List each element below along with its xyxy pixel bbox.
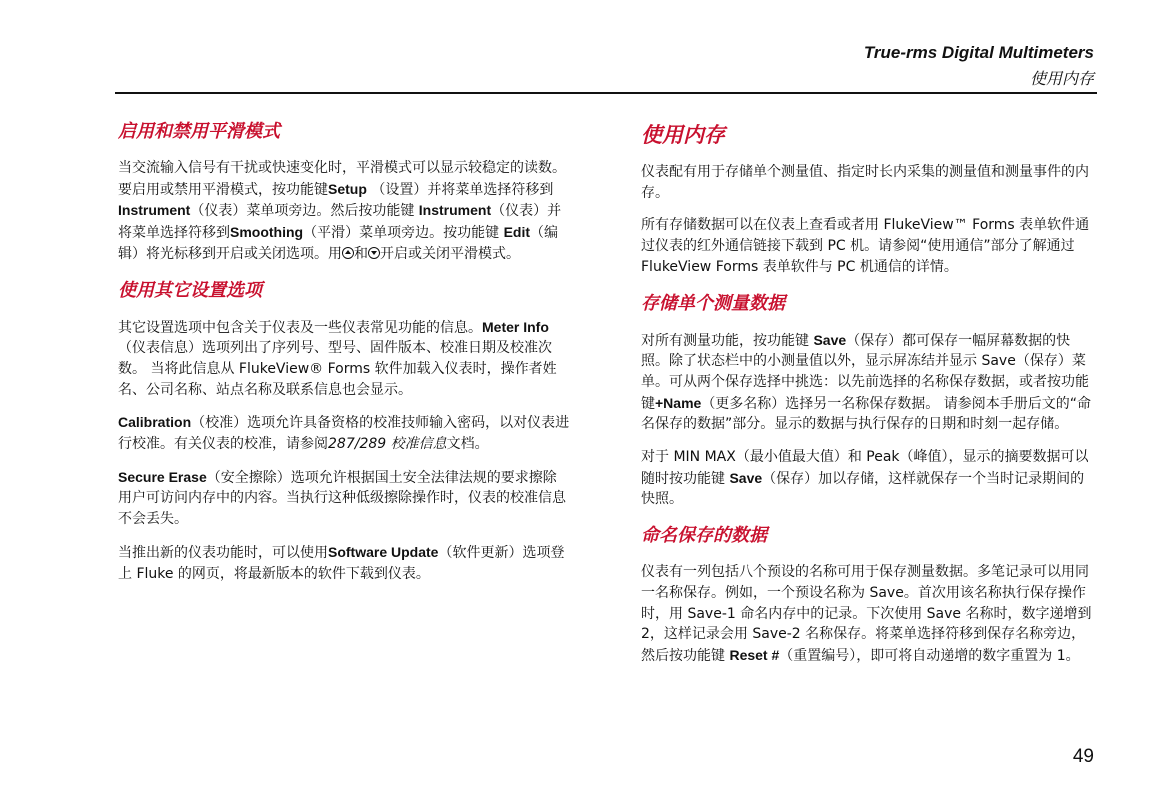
- paragraph-save-snapshot: 对所有测量功能，按功能键 Save（保存）都可保存一幅屏幕数据的快照。除了状态栏中的小测量值以外，显示屏冻结并显示 Save（保存）菜单。可从两个保存选择中挑选：以先前选择的名称保存数据，或者按功能键+Name（更多名称）选择另一名称保存数据。 请参阅本手册后文的“命名保存的数据”部分。显示的数据与执行保存的日期和时刻一起存储。: [641, 331, 1092, 433]
- left-column: [118, 118, 570, 596]
- header-subtitle: 使用内存: [1029, 69, 1094, 88]
- page-number: 49: [1072, 746, 1094, 767]
- paragraph-minmax-save: 对于 MIN MAX（最小值最大值）和 Peak（峰值），显示的摘要数据可以随时按功能键 Save（保存）加以存储，这样就保存一个当时记录期间的快照。: [641, 449, 1089, 508]
- key-smoothing: Smoothing: [230, 224, 304, 241]
- paragraph-secure-erase: Secure Erase（安全擦除）选项允许根据国土安全法律法规的要求擦除用户可访问内存中的内容。当执行这种低级擦除操作时，仪表的校准信息不会丢失。: [118, 468, 566, 528]
- key-reset: Reset #: [729, 646, 780, 663]
- section-single-measurement: [641, 290, 1093, 511]
- up-arrow-icon: [342, 247, 354, 259]
- key-setup: Setup: [328, 180, 367, 197]
- paragraph-calibration: Calibration（校准）选项允许具备资格的校准技师输入密码，以对仪表进行校准。有关仪表的校准，请参阅287/289 校准信息文档。: [118, 414, 570, 453]
- heading-other-settings: 使用其它设置选项: [118, 279, 262, 301]
- key-save-minmax: Save: [729, 469, 763, 486]
- down-arrow-icon: [368, 247, 380, 259]
- key-instrument: Instrument: [418, 202, 492, 219]
- key-more-name: +Name: [655, 394, 702, 411]
- section-other-settings: [118, 277, 570, 585]
- key-edit: Edit: [503, 224, 531, 241]
- heading-single-measurement: 存储单个测量数据: [641, 292, 785, 314]
- section-memory: [641, 118, 1093, 278]
- heading-memory: 使用内存: [641, 123, 725, 147]
- calibration-doc-reference: 287/289 校准信息: [328, 436, 447, 453]
- key-meter-info: Meter Info: [482, 318, 549, 335]
- key-calibration: Calibration: [118, 414, 192, 431]
- key-save: Save: [813, 331, 847, 348]
- paragraph-smoothing: 当交流输入信号有干扰或快速变化时，平滑模式可以显示较稳定的读数。要启用或禁用平滑模式，按功能键Setup （设置）并将菜单选择符移到Instrument（仪表）菜单项旁边。然后按功能键 Instrument（仪表）并将菜单选择符移到Smoothing（平滑）菜单项旁边。按功能键 Edit（编辑）将光标移到开启或关闭选项。用 和 开启或关闭平滑模式。: [118, 160, 566, 262]
- heading-smoothing: 启用和禁用平滑模式: [118, 121, 280, 142]
- header-title: True-rms Digital Multimeters: [863, 43, 1094, 62]
- paragraph-naming: 仪表有一列包括八个预设的名称可用于保存测量数据。多笔记录可以用同一名称保存。例如，一个预设名称为 Save。首次用该名称执行保存操作时，用 Save-1 命名内存中的记录。下次使用 Save 名称时，数字递增到 2，这样记录会用 Save-2 名称保存。将菜单选择符移到保存名称旁边，然后按功能键 Reset #（重置编号），即可将自动递增的数字重置为 1。: [641, 564, 1092, 664]
- section-smoothing: [118, 118, 570, 265]
- paragraph-meter-info: 其它设置选项中包含关于仪表及一些仪表常见功能的信息。Meter Info （仪表信息）选项列出了序列号、型号、固件版本、校准日期及校准次数。 当将此信息从 FlukeView® Forms 软件加载入仪表时，操作者姓名、公司名称、站点名称及联系信息也会显示。: [118, 318, 557, 398]
- key-secure-erase: Secure Erase: [118, 468, 207, 485]
- key-instrument-menu: Instrument: [118, 202, 191, 219]
- paragraph-memory-intro: 仪表配有用于存储单个测量值、指定时长内采集的测量值和测量事件的内存。: [641, 164, 1089, 201]
- header-divider: [115, 92, 1097, 94]
- heading-naming: 命名保存的数据: [641, 525, 767, 547]
- key-software-update: Software Update: [328, 543, 439, 560]
- paragraph-software-update: 当推出新的仪表功能时，可以使用Software Update（软件更新）选项登上 Fluke 的网页，将最新版本的软件下载到仪表。: [118, 543, 565, 582]
- section-naming: [641, 522, 1093, 667]
- paragraph-memory-download: 所有存储数据可以在仪表上查看或者用 FlukeView™ Forms 表单软件通过仪表的红外通信链接下载到 PC 机。请参阅“使用通信”部分了解通过 FlukeView Forms 表单软件与 PC 机通信的详情。: [641, 217, 1090, 275]
- right-column: [641, 118, 1093, 679]
